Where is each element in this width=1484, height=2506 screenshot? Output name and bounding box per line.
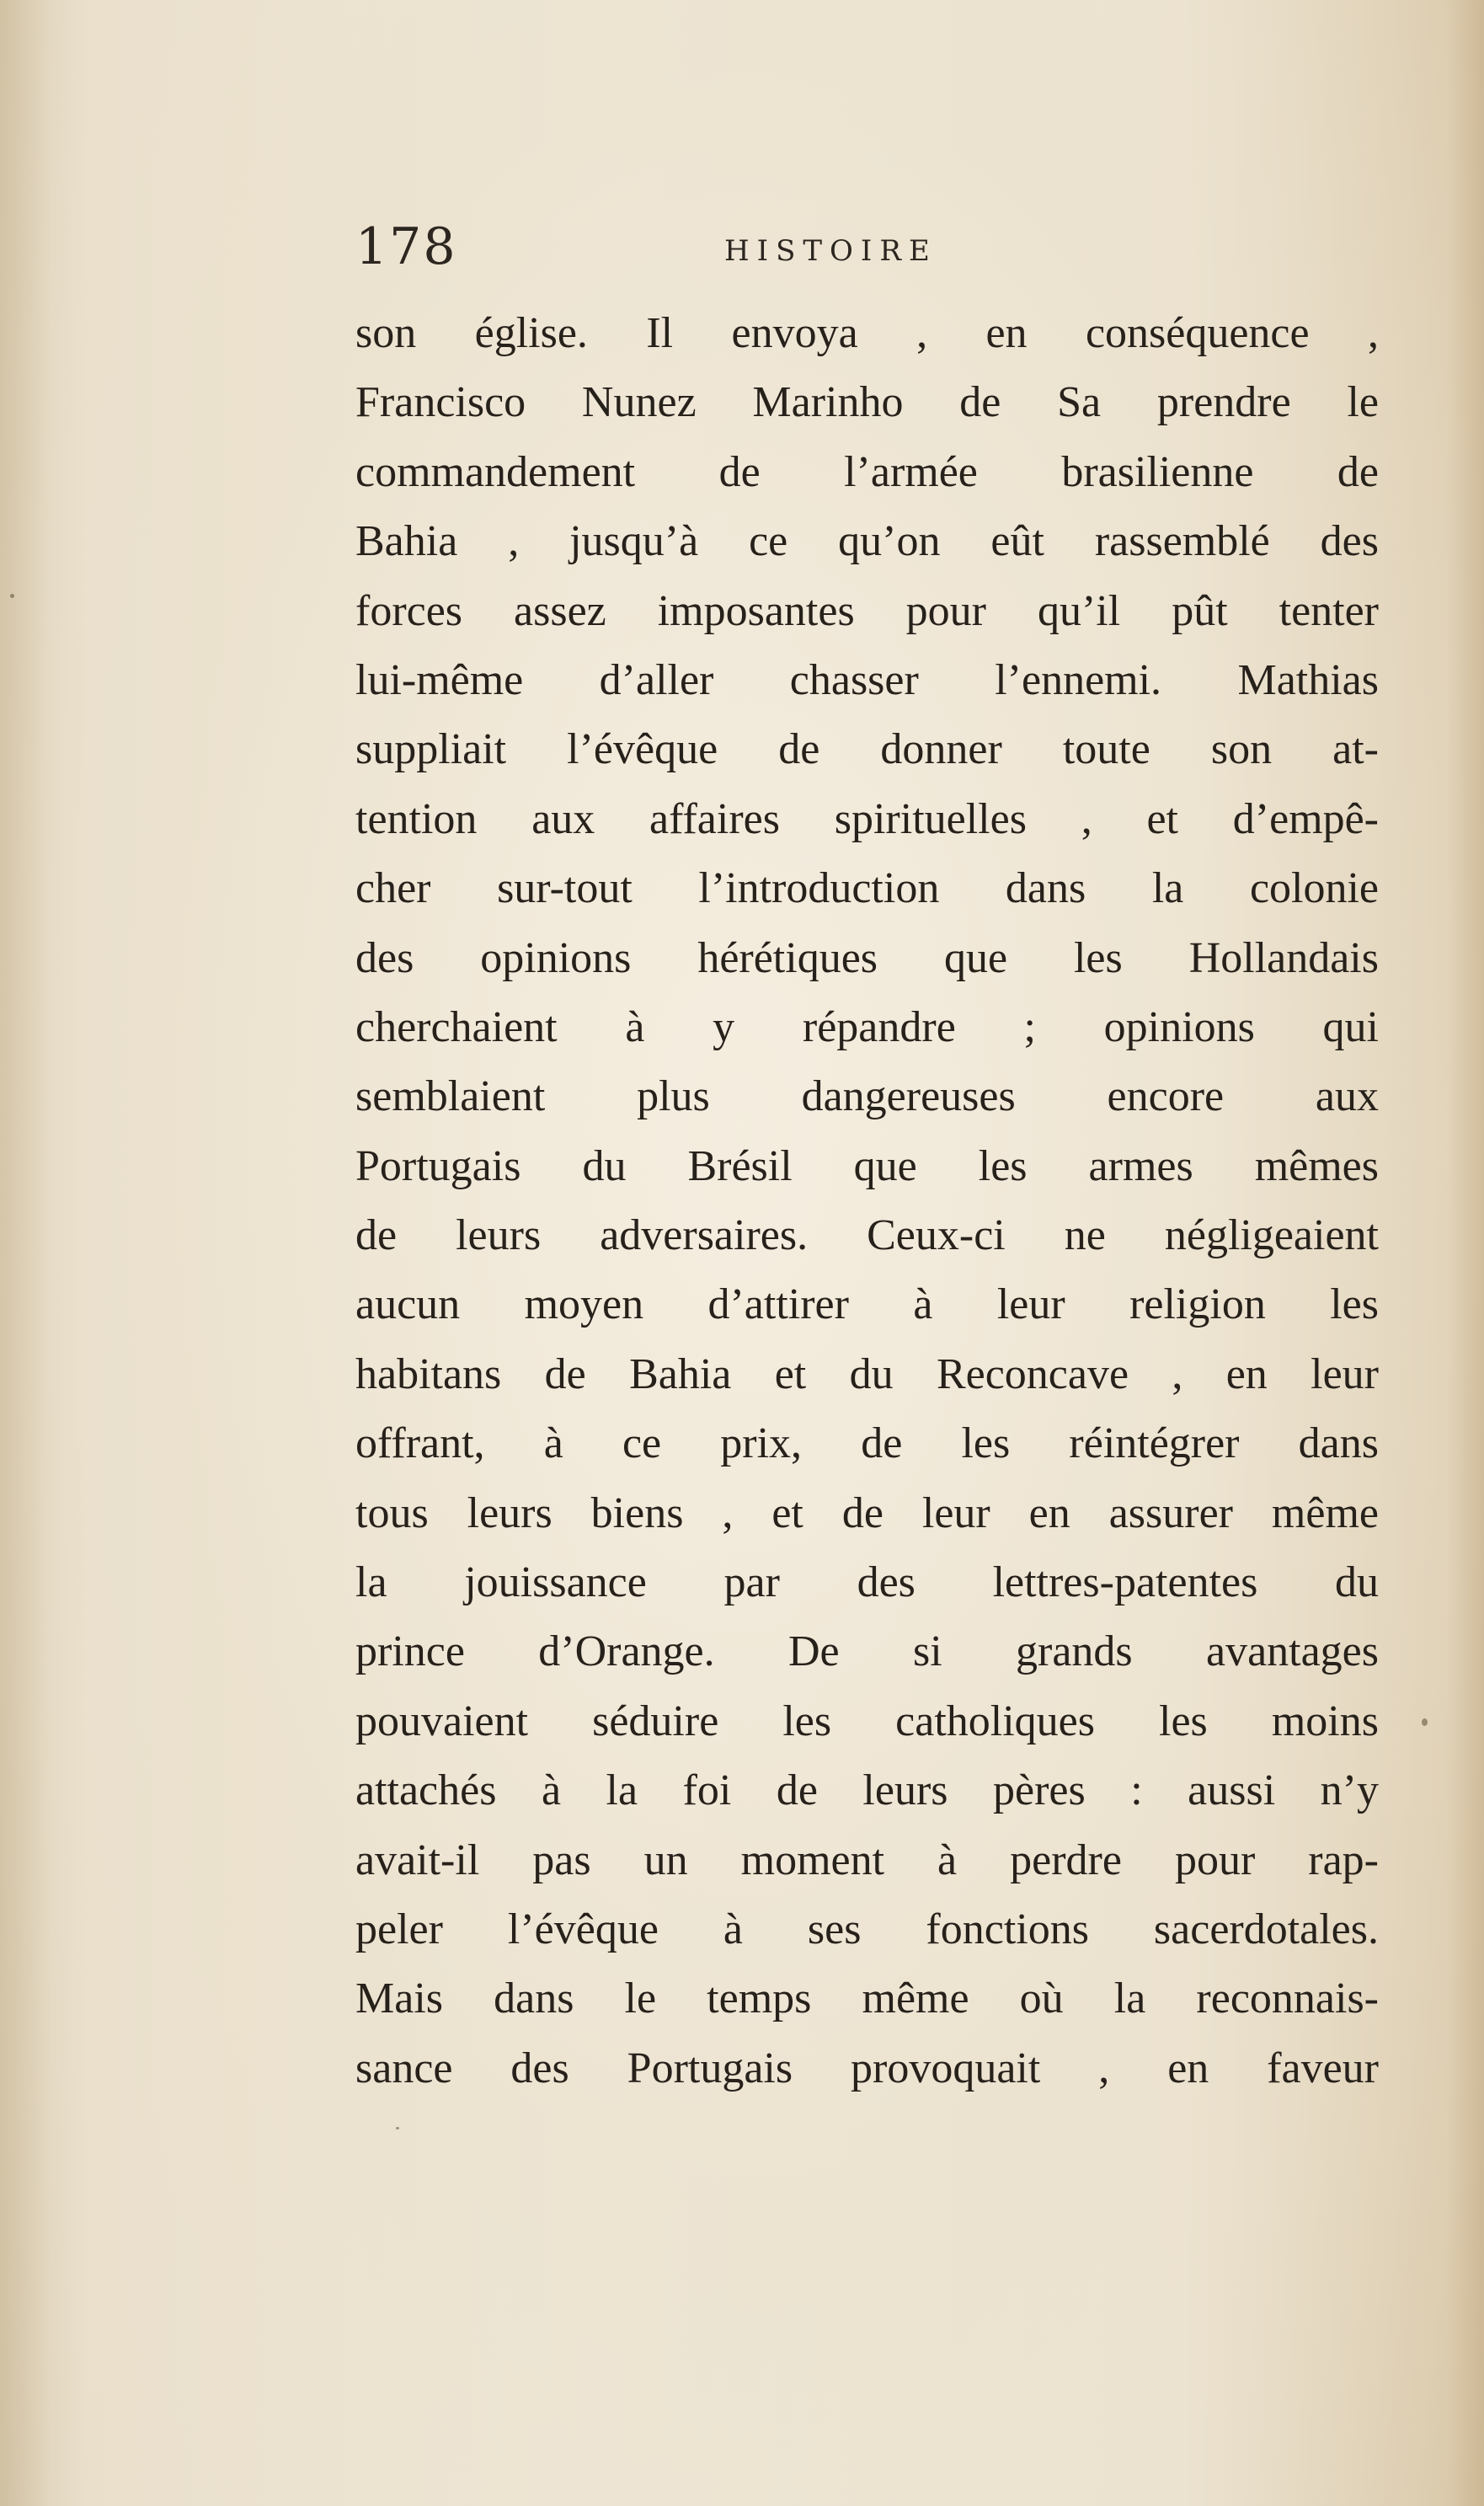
text-line: forces assez imposantes pour qu’il pût tenter [355, 586, 1379, 635]
paper-speck [396, 2127, 399, 2129]
text-line: cherchaient à y répandre ; opinions qui [355, 1002, 1379, 1051]
text-line: pouvaient séduire les catholiques les moins [355, 1696, 1379, 1745]
page-number: 178 [355, 217, 457, 276]
body-text [355, 299, 1379, 2103]
text-line: de leurs adversaires. Ceux-ci ne négligeaient [355, 1211, 1379, 1260]
text-line: Francisco Nunez Marinho de Sa prendre le [355, 378, 1379, 427]
text-line: attachés à la foi de leurs pères : aussi n’y [355, 1766, 1379, 1815]
text-line: prince d’Orange. De si grands avantages [355, 1627, 1379, 1676]
text-line: aucun moyen d’attirer à leur religion les [355, 1280, 1379, 1329]
text-line: tention aux affaires spirituelles , et d’empê- [355, 794, 1379, 843]
text-line: des opinions hérétiques que les Hollandais [355, 933, 1379, 982]
text-line: cher sur-tout l’introduction dans la colonie [355, 864, 1379, 913]
page-shadow-right [1447, 0, 1484, 2506]
text-line: Bahia , jusqu’à ce qu’on eût rassemblé des [355, 517, 1379, 566]
paper-speck [10, 594, 14, 598]
text-line: tous leurs biens , et de leur en assurer même [355, 1488, 1379, 1537]
text-line: avait-il pas un moment à perdre pour rap- [355, 1835, 1379, 1884]
text-line: son église. Il envoya , en conséquence , [355, 309, 1379, 357]
page-shadow-left [0, 0, 51, 2506]
text-line: commandement de l’armée brasilienne de [355, 447, 1379, 496]
text-line: Mais dans le temps même où la reconnais- [355, 1974, 1379, 2023]
page-header [355, 217, 1383, 285]
text-line: habitans de Bahia et du Reconcave , en leur [355, 1349, 1379, 1398]
text-line: lui-même d’aller chasser l’ennemi. Mathias [355, 655, 1379, 704]
text-line: suppliait l’évêque de donner toute son at- [355, 725, 1379, 774]
text-line: la jouissance par des lettres-patentes du [355, 1558, 1379, 1607]
paper-speck [1422, 1718, 1428, 1726]
text-line: offrant, à ce prix, de les réintégrer dans [355, 1419, 1379, 1468]
text-line: peler l’évêque à ses fonctions sacerdotales. [355, 1905, 1379, 1953]
text-line: semblaient plus dangereuses encore aux [355, 1072, 1379, 1121]
text-line: Portugais du Brésil que les armes mêmes [355, 1141, 1379, 1190]
text-line: sance des Portugais provoquait , en faveur [355, 2044, 1379, 2092]
running-head: HISTOIRE [724, 234, 937, 268]
